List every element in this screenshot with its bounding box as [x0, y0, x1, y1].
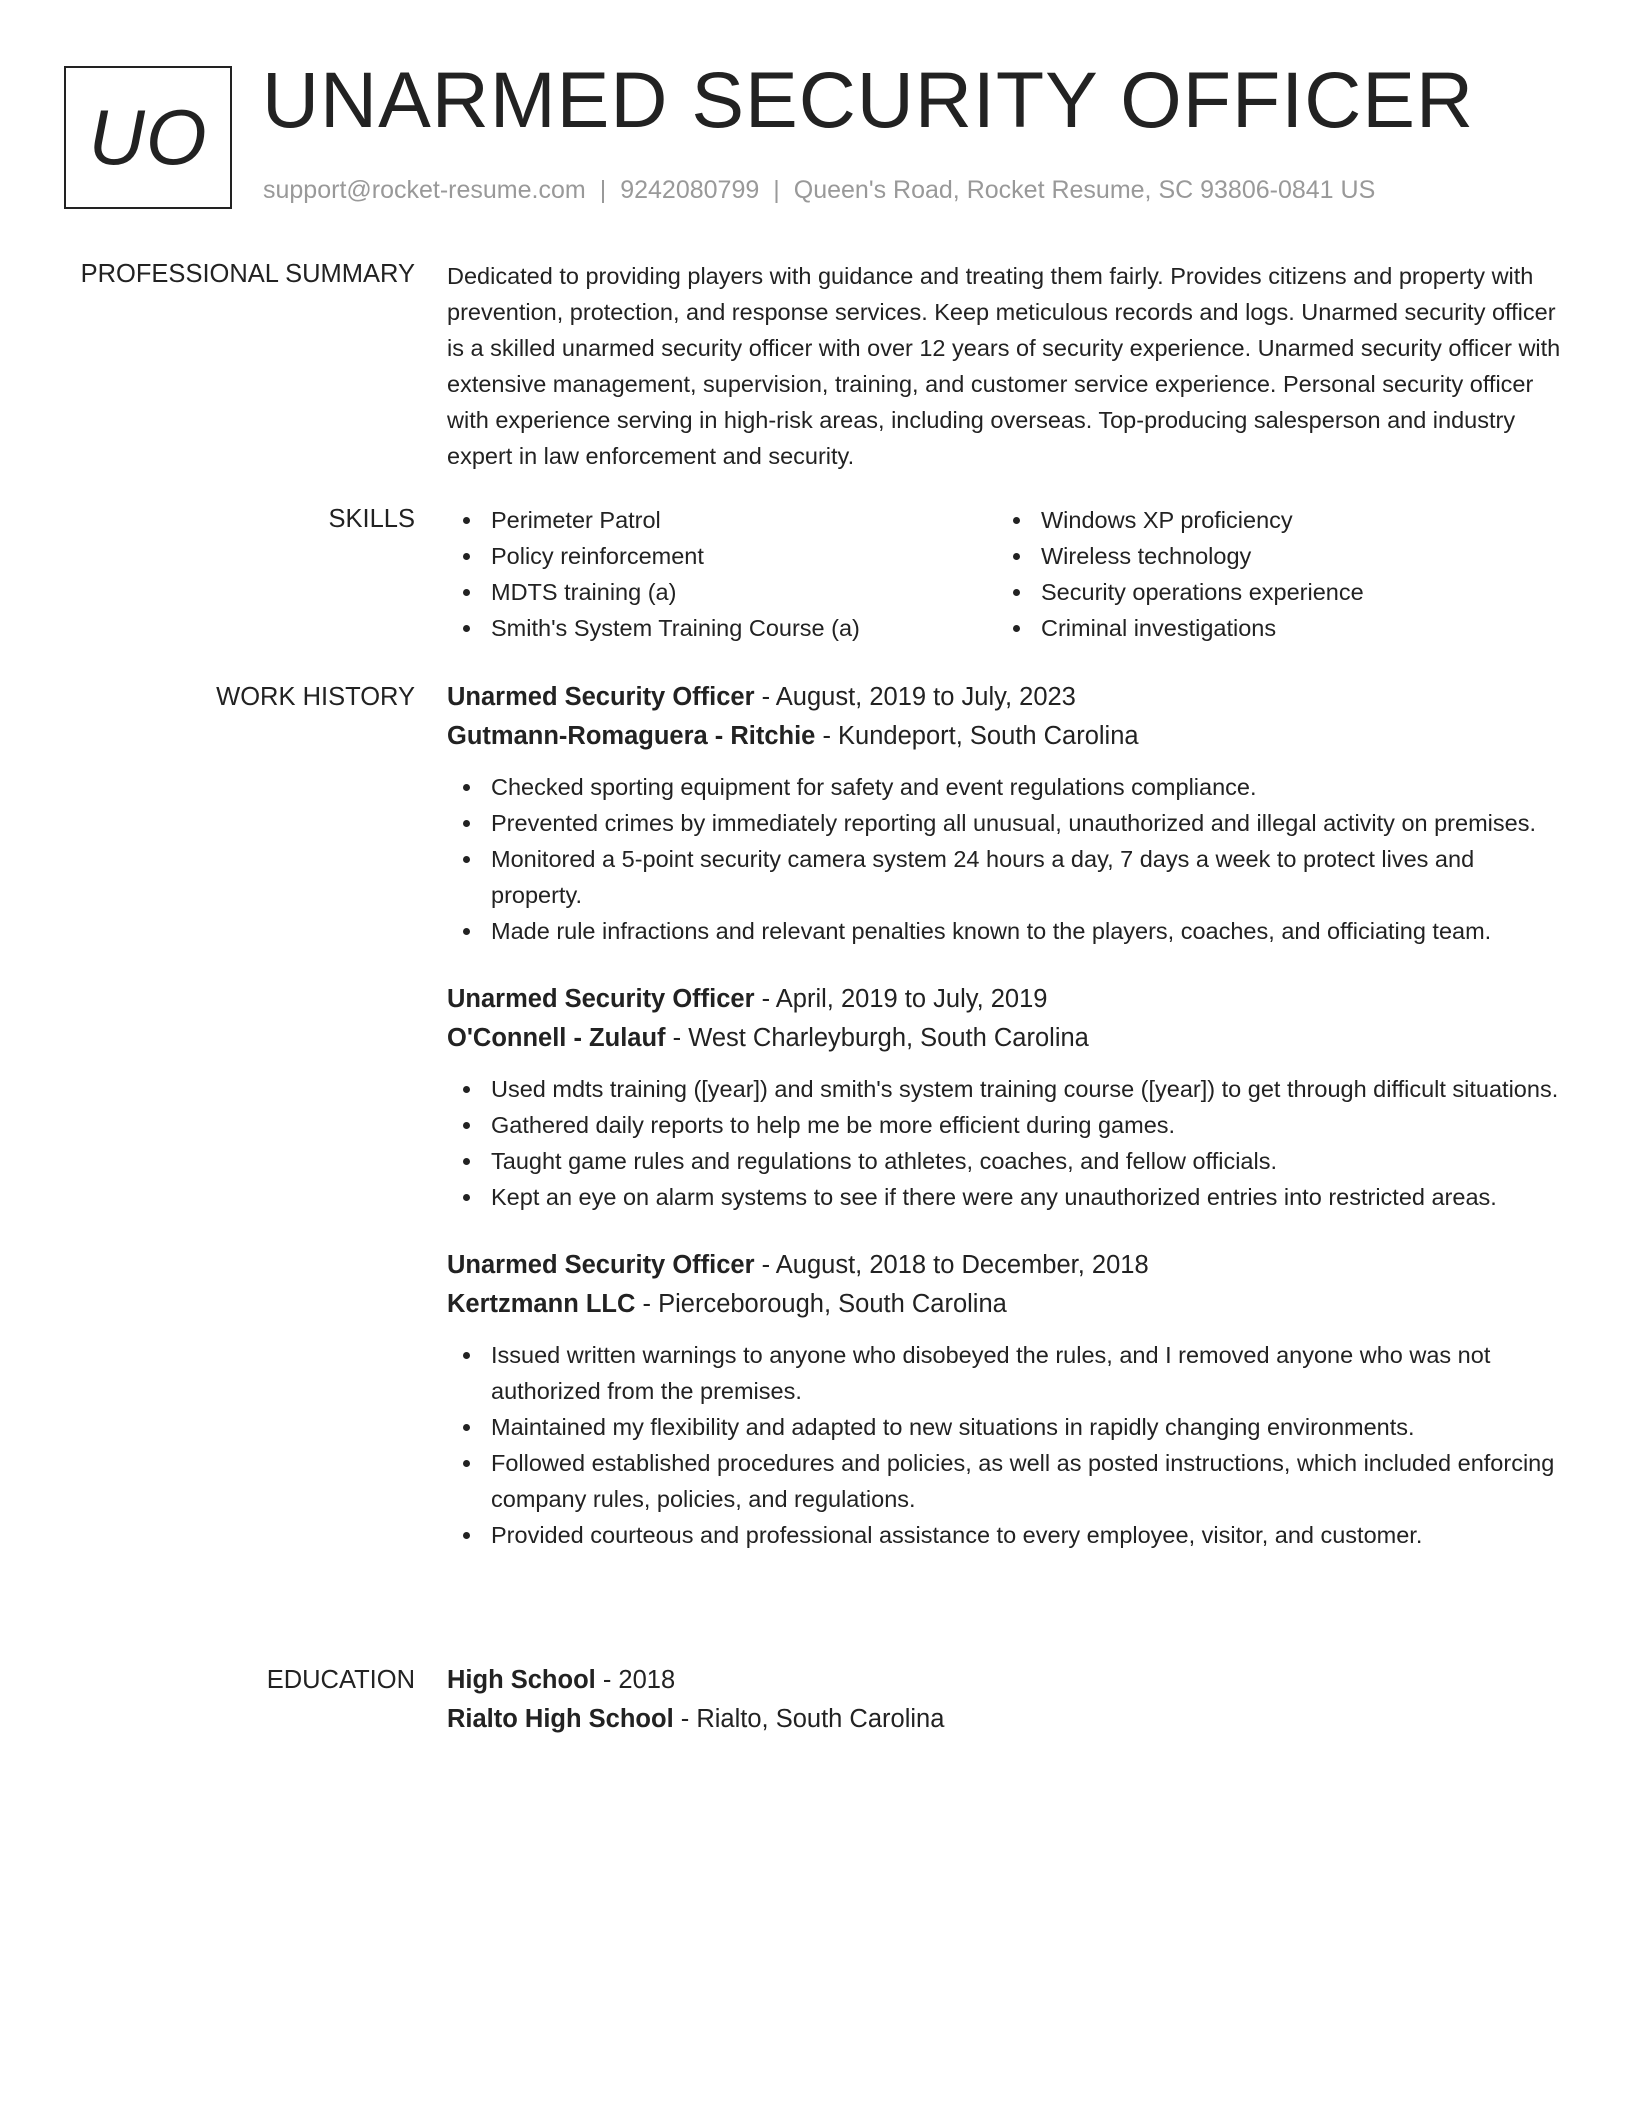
job-duty: Issued written warnings to anyone who disobeyed the rules, and I removed anyone who was not authorized from the premises.: [447, 1337, 1567, 1409]
skills-column-left: [447, 502, 997, 646]
job-title: Unarmed Security Officer: [447, 985, 755, 1013]
job-dates: - April, 2019 to July, 2019: [754, 985, 1048, 1013]
skill-item: Smith's System Training Course (a): [447, 610, 997, 646]
job-company: O'Connell - Zulauf: [447, 1024, 666, 1052]
education-label: EDUCATION: [266, 1666, 415, 1694]
job-company: Gutmann-Romaguera - Ritchie: [447, 722, 816, 750]
job-duty: Gathered daily reports to help me be more efficient during games.: [447, 1107, 1567, 1143]
monogram-box: [64, 66, 232, 209]
job-duties: [447, 769, 1567, 949]
education-year: - 2018: [595, 1666, 676, 1694]
skills-list: [447, 502, 1567, 646]
skill-item: Security operations experience: [997, 574, 1547, 610]
job-title: Unarmed Security Officer: [447, 1251, 755, 1279]
education-location: - Rialto, South Carolina: [673, 1705, 945, 1733]
job-duty: Kept an eye on alarm systems to see if there were any unauthorized entries into restricted areas.: [447, 1179, 1567, 1215]
contact-separator: |: [773, 176, 780, 204]
skill-item: Windows XP proficiency: [997, 502, 1547, 538]
job-duty: Taught game rules and regulations to athletes, coaches, and fellow officials.: [447, 1143, 1567, 1179]
job-title-line: [447, 1246, 1567, 1285]
job-location: - West Charleyburgh, South Carolina: [665, 1024, 1089, 1052]
skill-item: Criminal investigations: [997, 610, 1547, 646]
skill-item: Wireless technology: [997, 538, 1547, 574]
summary-text: Dedicated to providing players with guidance and treating them fairly. Provides citizens and property with prevention, protection, and response services. Keep meticulous records and logs. Unarmed security officer is a skilled unarmed security officer with over 12 years of security experience. Unarmed security officer with extensive management, supervision, training, and customer service experience. Personal security officer with experience serving in high-risk areas, including overseas. Top-producing salesperson and industry expert in law enforcement and security.: [447, 263, 1561, 469]
job-location: - Pierceborough, South Carolina: [635, 1290, 1007, 1318]
summary-label: PROFESSIONAL SUMMARY: [80, 260, 415, 288]
job-company-line: [447, 1019, 1567, 1058]
initials: UO: [88, 93, 208, 181]
job-location: - Kundeport, South Carolina: [815, 722, 1139, 750]
contact-separator: |: [599, 176, 607, 204]
contact-line: [263, 176, 1375, 205]
contact-email[interactable]: support@rocket-resume.com: [263, 176, 586, 204]
job-company-line: [447, 1285, 1567, 1324]
skills-label: SKILLS: [328, 505, 415, 533]
contact-address: Queen's Road, Rocket Resume, SC 93806-0841 US: [793, 176, 1376, 204]
job-title: Unarmed Security Officer: [447, 683, 755, 711]
job-duty: Used mdts training ([year]) and smith's system training course ([year]) to get through difficult situations.: [447, 1071, 1567, 1107]
education-school-line: [447, 1700, 1567, 1739]
education-school: Rialto High School: [447, 1705, 674, 1733]
job-entry: [447, 980, 1567, 1215]
job-dates: - August, 2019 to July, 2023: [754, 683, 1076, 711]
job-company-line: [447, 717, 1567, 756]
job-duty: Made rule infractions and relevant penalties known to the players, coaches, and officiating team.: [447, 913, 1567, 949]
education-degree-line: [447, 1661, 1567, 1700]
job-entry: [447, 678, 1567, 949]
job-dates: - August, 2018 to December, 2018: [754, 1251, 1149, 1279]
job-title-line: [447, 980, 1567, 1019]
job-duty: Maintained my flexibility and adapted to new situations in rapidly changing environments.: [447, 1409, 1567, 1445]
education-entry: [447, 1661, 1567, 1739]
job-duty: Provided courteous and professional assistance to every employee, visitor, and customer.: [447, 1517, 1567, 1553]
work-history: [447, 678, 1567, 1584]
job-duty: Prevented crimes by immediately reporting all unusual, unauthorized and illegal activity on premises.: [447, 805, 1567, 841]
skill-item: MDTS training (a): [447, 574, 997, 610]
contact-phone[interactable]: 9242080799: [620, 176, 760, 204]
work-history-label: WORK HISTORY: [216, 683, 415, 711]
resume-name: UNARMED SECURITY OFFICER: [262, 55, 1475, 144]
job-duties: [447, 1337, 1567, 1553]
job-company: Kertzmann LLC: [447, 1290, 636, 1318]
skill-item: Perimeter Patrol: [447, 502, 997, 538]
skill-item: Policy reinforcement: [447, 538, 997, 574]
job-entry: [447, 1246, 1567, 1553]
job-title-line: [447, 678, 1567, 717]
skills-column-right: [997, 502, 1547, 646]
job-duty: Followed established procedures and policies, as well as posted instructions, which included enforcing company rules, policies, and regulations.: [447, 1445, 1567, 1517]
job-duties: [447, 1071, 1567, 1215]
job-duty: Checked sporting equipment for safety and event regulations compliance.: [447, 769, 1567, 805]
job-duty: Monitored a 5-point security camera system 24 hours a day, 7 days a week to protect lives and property.: [447, 841, 1567, 913]
education-degree: High School: [447, 1666, 596, 1694]
